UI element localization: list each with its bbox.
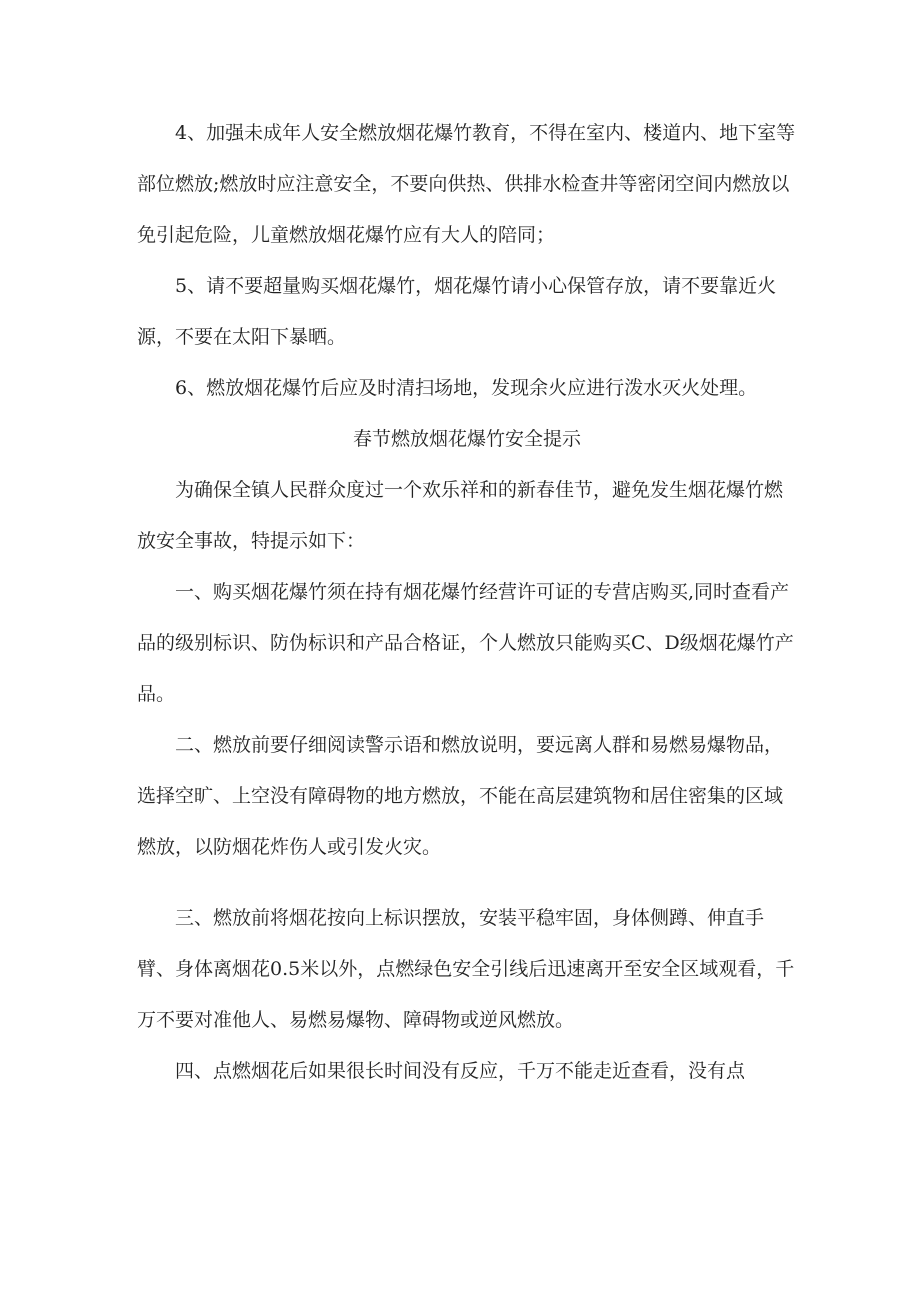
document-body	[137, 108, 797, 1097]
paragraph-spacer	[137, 873, 797, 893]
paragraph-item-6: 6、燃放烟花爆竹后应及时清扫场地，发现余火应进行泼水灭火处理。	[175, 377, 758, 399]
paragraph-four: 四、点燃烟花后如果很长时间没有反应，千万不能走近查看，没有点	[175, 1060, 746, 1082]
section-title: 春节燃放烟花爆竹安全提示	[352, 428, 581, 450]
paragraph-item-4: 4、加强未成年人安全燃放烟花爆竹教育，不得在室内、楼道内、地下室等部位燃放;燃放时应注意安全，不要向供热、供排水检查井等密闭空间内燃放以免引起危险，儿童燃放烟花爆竹应有大人的陪同；	[137, 122, 796, 246]
paragraph-two: 二、燃放前要仔细阅读警示语和燃放说明，要远离人群和易燃易爆物品，选择空旷、上空没有障碍物的地方燃放，不能在高层建筑物和居住密集的区域燃放，以防烟花炸伤人或引发火灾。	[137, 734, 784, 858]
intro-paragraph: 为确保全镇人民群众度过一个欢乐祥和的新春佳节，避免发生烟花爆竹燃放安全事故，特提示如下：	[137, 479, 784, 552]
paragraph-one: 一、购买烟花爆竹须在持有烟花爆竹经营许可证的专营店购买,同时查看产品的级别标识、防伪标识和产品合格证，个人燃放只能购买C、D级烟花爆竹产品。	[137, 581, 794, 705]
paragraph-three: 三、燃放前将烟花按向上标识摆放，安装平稳牢固，身体侧蹲、伸直手臂、身体离烟花0.5米以外，点燃绿色安全引线后迅速离开至安全区域观看，千万不要对准他人、易燃易爆物、障碍物或逆风燃放。	[137, 907, 795, 1031]
paragraph-item-5: 5、请不要超量购买烟花爆竹，烟花爆竹请小心保管存放，请不要靠近火源，不要在太阳下暴晒。	[137, 275, 777, 348]
